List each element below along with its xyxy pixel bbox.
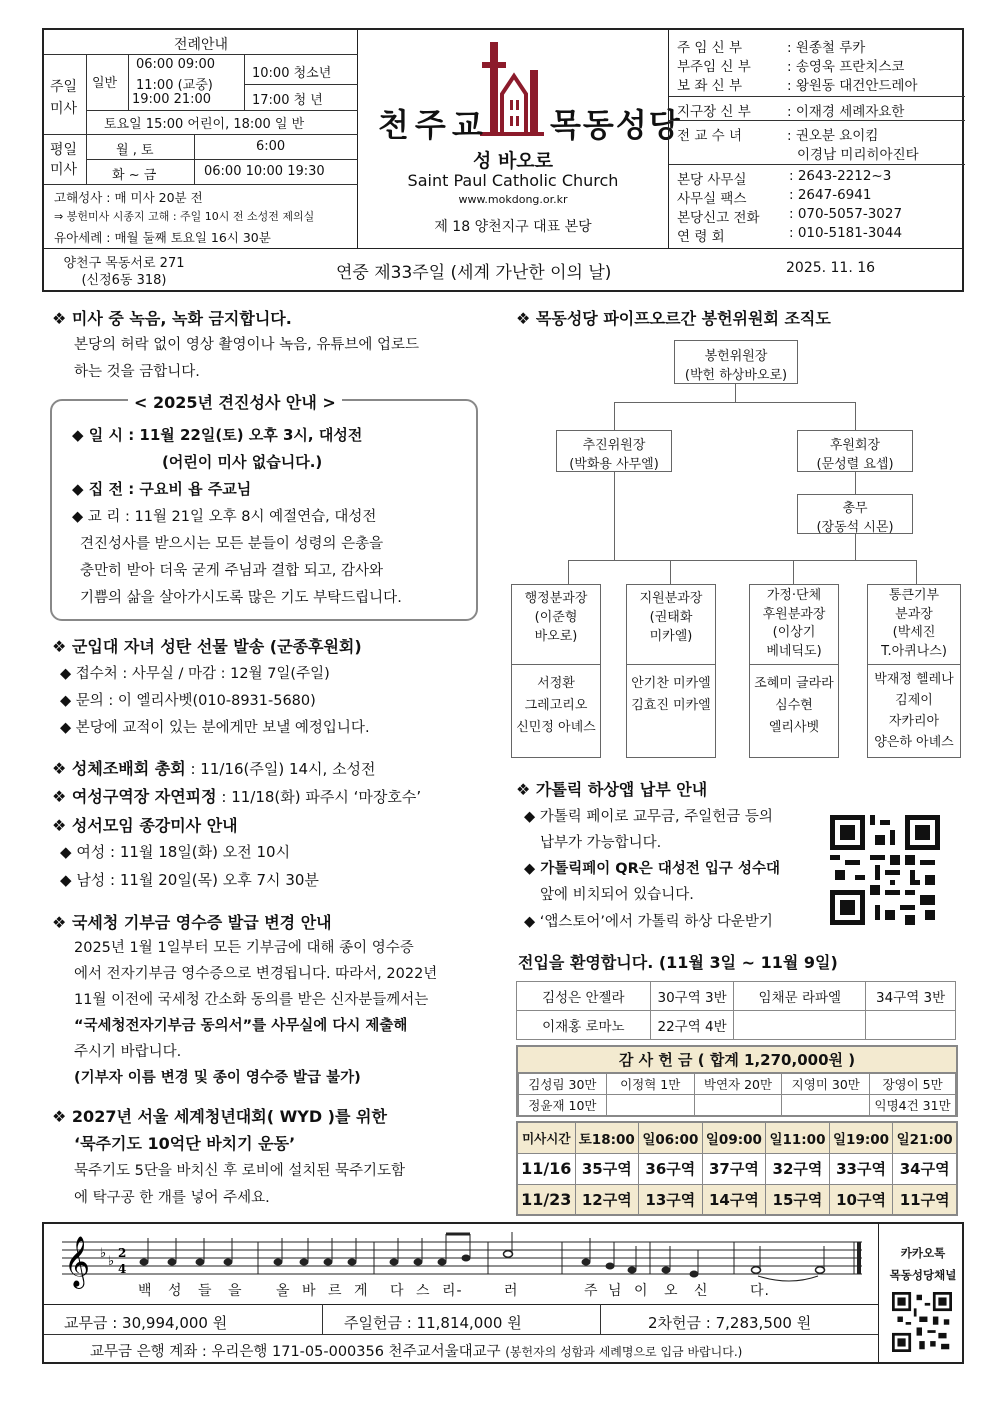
sunday-time-2: 11:00 (교중) <box>136 78 213 93</box>
kakao-qr-code-icon[interactable] <box>892 1292 952 1352</box>
org-chart-title: ❖ 목동성당 파이프오르간 봉헌위원회 조직도 <box>516 309 831 328</box>
clergy-role-5: 전 교 수 녀 <box>677 128 743 144</box>
address-line-1: 양천구 목동서로 271 <box>63 256 185 271</box>
clergy-name-6: 이경남 미리히아진타 <box>797 147 919 163</box>
contact-label-1: 본당 사무실 <box>677 172 747 188</box>
military-gift-item-2: ◆ 문의 : 이 엘리사벳(010-8931-5680) <box>60 693 316 709</box>
org-division-admin: 행정분과장 (이준형 바오로) 서정환 그레고리오 신민정 아녜스 <box>511 584 601 758</box>
svg-text:♭: ♭ <box>108 1254 115 1269</box>
pay-app-item-1b: 납부가 가능합니다. <box>540 835 662 851</box>
young-adult-time: 17:00 청 년 <box>252 93 323 108</box>
sunday-time-3: 19:00 21:00 <box>132 92 212 107</box>
tax-receipt-line-4: “국세청전자기부금 동의서”를 사무실에 다시 제출해 <box>74 1018 408 1034</box>
bible-study-women: ◆ 여성 : 11월 18일(화) 오전 10시 <box>60 843 291 861</box>
clergy-contact <box>668 30 964 248</box>
offering-dues: 교무금 : 30,994,000 원 <box>64 1314 228 1332</box>
offering-second: 2차헌금 : 7,283,500 원 <box>648 1314 812 1332</box>
clergy-name-2: : 송영욱 프란치스코 <box>787 59 905 75</box>
tax-receipt-line-1: 2025년 1월 1일부터 모든 기부금에 대해 종이 영수증 <box>74 940 414 956</box>
pay-app-item-3: ◆ ‘앱스토어’에서 가톨릭 하상 다운받기 <box>524 914 773 930</box>
english-church-name: Saint Paul Catholic Church <box>407 171 619 190</box>
weekday-days-1: 월 , 토 <box>116 143 154 158</box>
svg-text:♭: ♭ <box>100 1246 107 1261</box>
church-name-right: 목동성당 <box>550 106 682 144</box>
qr-code-icon[interactable] <box>830 815 940 925</box>
church-website: www.mokdong.or.kr <box>458 193 568 206</box>
week-title: 연중 제33주일 (세계 가난한 이의 날) <box>336 263 612 283</box>
thanks-offering-table <box>516 1045 958 1117</box>
confirmation-celebrant: ◆ 집 전 : 구요비 욥 주교님 <box>72 480 252 498</box>
org-support-box: 후원회장 (문성렬 요셉) <box>797 430 913 472</box>
table-row: 11/16 35구역 36구역 37구역 32구역 33구역 34구역 <box>517 1153 957 1184</box>
contact-value-4: : 010-5181-3044 <box>789 225 903 241</box>
church-logo-area <box>358 30 682 248</box>
contact-value-2: : 2647-6941 <box>789 187 872 203</box>
org-general-box: 총무 (장동석 시몬) <box>797 494 913 534</box>
military-gift-item-3: ◆ 본당에 교적이 있는 분에게만 보낼 예정입니다. <box>60 720 370 736</box>
infant-baptism-info: 유아세례 : 매월 둘째 토요일 16시 30분 <box>54 230 271 245</box>
org-division-support: 지원분과장 (권태화 미카엘) 안기찬 미카엘 김효진 미카엘 <box>626 584 716 758</box>
clergy-name-4: : 이재경 세례자요한 <box>787 104 905 120</box>
clergy-role-3: 보 좌 신 부 <box>677 78 743 94</box>
table-row: 미사시간 토18:00 일06:00 일09:00 일11:00 일19:00 일21:00 <box>517 1122 957 1153</box>
bulletin-footer <box>42 1222 964 1364</box>
recording-notice-line-2: 하는 것을 금합니다. <box>74 364 200 380</box>
church-name-left: 천주교 <box>378 106 489 144</box>
svg-text:𝄞: 𝄞 <box>64 1236 91 1287</box>
bible-study-men: ◆ 남성 : 11월 20일(목) 오후 7시 30분 <box>60 871 319 889</box>
pay-app-item-2: ◆ 가톨릭페이 QR은 대성전 입구 성수대 <box>524 861 780 877</box>
pay-app-item-2b: 앞에 비치되어 있습니다. <box>540 887 694 903</box>
mass-duty-table <box>516 1121 958 1216</box>
confession-info: 고해성사 : 매 미사 20분 전 <box>54 190 203 205</box>
org-division-family: 가정·단체 후원분과장 (이상기 베네딕도) 조혜미 글라라 심수현 엘리사벳 <box>749 584 839 758</box>
clergy-name-1: : 원종철 루카 <box>787 40 866 56</box>
table-row: 김성림 30만 이정혁 1만 박연자 20만 지영미 30만 장영이 5만 <box>519 1074 956 1095</box>
confirmation-edu-line-3: 충만히 받아 더욱 굳게 주님과 결합 되고, 감사와 <box>80 563 384 579</box>
clergy-role-2: 부주임 신 부 <box>677 59 751 75</box>
youth-time: 10:00 청소년 <box>252 66 332 81</box>
contact-label-4: 연 령 회 <box>677 229 725 245</box>
org-division-major-gifts: 통큰기부 분과장 (박세진 T.아퀴나스) 박재정 헬레나 김제이 자카리아 양은하 아녜스 <box>867 584 961 758</box>
sick-confession-info: ⇒ 봉헌미사 시종지 고해 : 주일 10시 전 소성전 제의실 <box>54 210 315 223</box>
org-promotion-box: 추진위원장 (박화용 사무엘) <box>556 430 672 472</box>
weekday-time-2: 06:00 10:00 19:30 <box>204 164 325 179</box>
header-bottom-row <box>44 248 962 290</box>
confirmation-edu-line-4: 기쁨의 삶을 살아가시도록 많은 기도 부탁드립니다. <box>80 590 402 606</box>
pay-app-title: ❖ 가톨릭 하상앱 납부 안내 <box>516 780 708 799</box>
sunday-general-label: 일반 <box>92 76 118 91</box>
bulletin-header <box>42 28 964 292</box>
clergy-name-5: : 권오분 요이킴 <box>787 128 879 144</box>
women-retreat: ❖ 여성구역장 자연피정 : 11/18(화) 파주시 ‘마장호수’ <box>52 787 422 806</box>
saturday-schedule: 토요일 15:00 어린이, 18:00 일 반 <box>104 117 305 132</box>
mass-schedule <box>44 30 358 248</box>
confirmation-edu-line-1: ◆ 교 리 : 11월 21일 오후 8시 예절연습, 대성전 <box>72 509 377 525</box>
clergy-role-4: 지구장 신 부 <box>677 104 751 120</box>
weekday-time-1: 6:00 <box>256 139 286 154</box>
eucharist-meeting: ❖ 성체조배회 총회 : 11/16(주일) 14시, 소성전 <box>52 759 376 778</box>
table-row: 정윤재 10만 익명4건 31만 <box>519 1095 956 1116</box>
schedule-title: 전례안내 <box>173 37 229 53</box>
patron-saint: 성 바오로 <box>472 150 554 172</box>
weekday-days-2: 화 ~ 금 <box>112 168 157 183</box>
sunday-time-1: 06:00 09:00 <box>136 57 216 72</box>
bank-account: 교무금 은행 계좌 : 우리은행 171-05-000356 천주교서울대교구 (봉헌자의 성함과 세례명으로 입금 바랍니다.) <box>90 1344 743 1360</box>
pay-app-item-1: ◆ 가톨릭 페이로 교무금, 주일헌금 등의 <box>524 809 773 825</box>
contact-value-1: : 2643-2212~3 <box>789 168 892 184</box>
wyd-body-1: 묵주기도 5단을 바치신 후 로비에 설치된 묵주기도함 <box>74 1163 406 1179</box>
confirmation-edu-line-2: 견진성사를 받으시는 모든 분들이 성령의 은총을 <box>80 536 384 552</box>
table-row: 11/23 12구역 13구역 14구역 15구역 10구역 11구역 <box>517 1184 957 1215</box>
welcome-title: 전입을 환영합니다. (11월 3일 ~ 11월 9일) <box>518 953 838 972</box>
contact-label-2: 사무실 팩스 <box>677 191 747 207</box>
weekday-mass-label: 평일 미사 <box>50 142 78 178</box>
tax-receipt-line-3: 11월 이전에 국세청 간소화 동의를 받은 신자분들께서는 <box>74 992 429 1008</box>
recording-notice-title: ❖ 미사 중 녹음, 녹화 금지합니다. <box>52 309 292 328</box>
tax-receipt-line-2: 에서 전자기부금 영수증으로 변경됩니다. 따라서, 2022년 <box>74 966 438 982</box>
confirmation-title: < 2025년 견진성사 안내 > <box>128 390 342 413</box>
tax-receipt-title: ❖ 국세청 기부금 영수증 발급 변경 안내 <box>52 913 332 932</box>
contact-label-3: 본당신고 전화 <box>677 210 760 226</box>
address-line-2: (신정6동 318) <box>81 273 167 288</box>
org-chair-box: 봉헌위원장 (박헌 하상바오로) <box>674 340 798 384</box>
welcome-table <box>516 981 956 1040</box>
military-gift-title: ❖ 군입대 자녀 성탄 선물 발송 (군종후원회) <box>52 637 362 656</box>
tax-receipt-line-5: 주시기 바랍니다. <box>74 1044 182 1060</box>
wyd-title-2: ‘묵주기도 10억단 바치기 운동’ <box>74 1134 296 1153</box>
sunday-mass-label: 주일 미사 <box>50 79 78 117</box>
wyd-body-2: 에 탁구공 한 개를 넣어 주세요. <box>74 1190 270 1206</box>
svg-text:2: 2 <box>118 1246 127 1260</box>
confirmation-date: ◆ 일 시 : 11월 22일(토) 오후 3시, 대성전 <box>72 426 363 444</box>
military-gift-item-1: ◆ 접수처 : 사무실 / 마감 : 12월 7일(주일) <box>60 666 330 682</box>
contact-value-3: : 070-5057-3027 <box>789 206 903 222</box>
district-label: 제 18 양천지구 대표 본당 <box>434 219 592 235</box>
bulletin-date: 2025. 11. 16 <box>786 260 876 276</box>
svg-text:4: 4 <box>118 1262 127 1276</box>
clergy-role-1: 주 임 신 부 <box>677 40 743 56</box>
offering-sunday: 주일헌금 : 11,814,000 원 <box>344 1314 522 1332</box>
bible-study-title: ❖ 성서모임 종강미사 안내 <box>52 816 238 835</box>
confirmation-date-note: (어린이 미사 없습니다.) <box>162 453 323 471</box>
clergy-name-3: : 왕원동 대건안드레아 <box>787 78 918 94</box>
table-row: 김성은 안젤라 30구역 3반 임채문 라파엘 34구역 3반 <box>517 982 956 1011</box>
kakao-channel-label: 카카오톡 목동성당채널 <box>889 1246 957 1282</box>
table-row: 이재홍 로마노 22구역 4반 <box>517 1011 956 1040</box>
tax-receipt-line-6: (기부자 이름 변경 및 종이 영수증 발급 불가) <box>74 1070 361 1086</box>
hymn-lyrics: 백 성 들 을 올 바 르 게 다 스 리- 러 주 님 이 오 신 다. <box>138 1283 770 1299</box>
thanks-offering-title: 감 사 헌 금 ( 합계 1,270,000원 ) <box>518 1047 956 1073</box>
wyd-title-1: ❖ 2027년 서울 세계청년대회( WYD )를 위한 <box>52 1107 387 1126</box>
recording-notice-line-1: 본당의 허락 없이 영상 촬영이나 녹음, 유튜브에 업로드 <box>74 337 420 353</box>
